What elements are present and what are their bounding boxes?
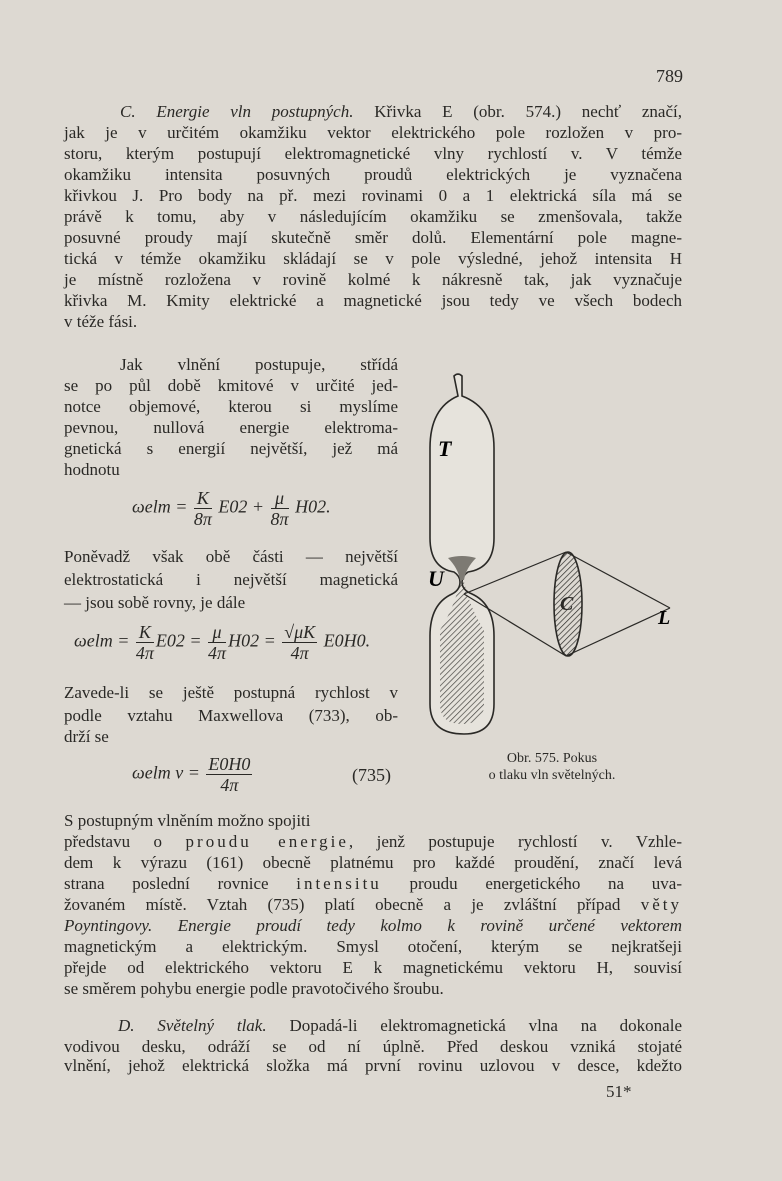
equation-number: (735) bbox=[352, 765, 391, 785]
section-c-line-2: storu, kterým postupují elektromagnetické vlny rychlostí v. V témže bbox=[64, 144, 682, 163]
section-c-line-10: v téže fási. bbox=[64, 312, 138, 331]
para3-line-0: Poněvadž však obě části — největší bbox=[64, 547, 398, 566]
eq3-den: 4π bbox=[220, 775, 239, 795]
label-C: C bbox=[560, 593, 574, 615]
section-c-heading: C. Energie vln postupných. bbox=[120, 102, 354, 121]
eq2-term1: E02 bbox=[155, 630, 185, 651]
equation-2: ωelm = $\frac{K}{4\pi}$ E02 = $\frac{\mu}{4\pi}$ H02 = $\frac{√\mu K}{4\pi}$ E0H0. bbox=[74, 622, 371, 663]
eq1-lhs: ωelm bbox=[132, 496, 171, 517]
para5-line-9: se směrem pohybu energie podle pravotočivého šroubu. bbox=[64, 979, 444, 998]
para5-emph-proudu-energie: proudu energie bbox=[185, 832, 349, 851]
eq2-term2: H02 bbox=[228, 630, 260, 651]
eq1-term1: E02 bbox=[218, 496, 248, 517]
eq2-num3: √μK bbox=[284, 622, 316, 642]
para5-line-4 bbox=[64, 874, 682, 894]
para5-line-2c: , jenž postupuje rychlostí v. Vzhle- bbox=[348, 832, 683, 851]
section-c-line-7: tická v témže okamžiku skládají se v pole výsledné, jehož intensita H bbox=[64, 249, 682, 268]
para2-line-2: notce objemové, kterou si myslíme bbox=[64, 397, 398, 416]
figure-575 bbox=[418, 368, 682, 740]
eq3-frac bbox=[206, 754, 252, 795]
label-L: L bbox=[658, 607, 671, 629]
para2-line-1: se po půl době kmitové v určité jed- bbox=[64, 376, 398, 395]
para5-line-7: magnetickým a elektrickým. Smysl otočení, kterým se nejkratšeji bbox=[64, 937, 682, 956]
eq2-den1: 4π bbox=[135, 643, 154, 663]
section-d-line-1 bbox=[118, 1016, 682, 1036]
section-c-line-4: křivkou J. Pro body na př. mezi rovinami 0 a 1 elektrická síla má se bbox=[64, 186, 682, 205]
para2-line-0: Jak vlnění postupuje, střídá bbox=[120, 355, 398, 374]
section-c-line-8: je místně rozložena v rovině kolmé k nákresně tak, jak vyznačuje bbox=[64, 270, 682, 289]
para3-line-2: — jsou sobě rovny, je dále bbox=[64, 593, 246, 612]
eq2-frac-1 bbox=[136, 622, 154, 663]
eq1-frac-1 bbox=[194, 488, 212, 529]
para5-line-2 bbox=[64, 832, 682, 852]
eq3-lhs: ωelm v bbox=[132, 762, 184, 783]
page-number: 789 bbox=[656, 66, 683, 86]
para2-line-4: gnetická s energií největší, jež má bbox=[64, 439, 398, 458]
eq2-num2: μ bbox=[208, 622, 226, 643]
section-c-first-line bbox=[120, 102, 682, 122]
section-c-line-5: právě k tomu, aby v následujícím okamžiku se zmenšovala, takže bbox=[64, 207, 682, 226]
equation-1: ωelm = $\frac{K}{8\pi}$ E02 + $\frac{\mu}{8\pi}$ H02. bbox=[132, 488, 331, 529]
para4-line-0: Zavede-li se ještě postupná rychlost v bbox=[64, 683, 398, 702]
eq1-term2: H02. bbox=[295, 496, 331, 517]
eq2-frac-2 bbox=[208, 622, 226, 663]
eq1-den2: 8π bbox=[270, 509, 289, 529]
eq2-num1: K bbox=[136, 622, 154, 643]
para5-line-5a: žovaném místě. Vztah (735) platí obecně a je zvláštní případ bbox=[64, 895, 641, 914]
label-T: T bbox=[438, 436, 452, 461]
eq2-lhs: ωelm bbox=[74, 630, 113, 651]
hourglass-vessel bbox=[430, 374, 494, 734]
eq1-den1: 8π bbox=[193, 509, 212, 529]
section-d-line-3: vlnění, jehož elektrická složka má první rovinu uzlovou v desce, kdežto bbox=[64, 1056, 682, 1075]
section-d-line-2: vodivou desku, odráží se od ní úplně. Před deskou vzniká stojaté bbox=[64, 1037, 682, 1056]
section-d-line-1-text: Dopadá-li elektromagnetická vlna na dokonale bbox=[289, 1016, 682, 1035]
para5-line-5 bbox=[64, 895, 682, 915]
section-c-line-9: křivka M. Kmity elektrické a magnetické jsou tedy ve všech bodech bbox=[64, 291, 682, 310]
eq1-num2: μ bbox=[271, 488, 289, 509]
section-d-heading: D. Světelný tlak. bbox=[118, 1016, 267, 1035]
section-c-line-0: Křivka E (obr. 574.) nechť značí, bbox=[374, 102, 683, 121]
para4-line-1: podle vztahu Maxwellova (733), ob- bbox=[64, 706, 398, 725]
caption-line-1: Obr. 575. Pokus bbox=[506, 751, 598, 766]
para5-line-1: S postupným vlněním možno spojiti bbox=[64, 811, 311, 830]
section-c-line-3: okamžiku intensita posuvných proudů elektrických je vyznačena bbox=[64, 165, 682, 184]
eq2-frac-3 bbox=[282, 622, 317, 663]
para5-line-2a: představu o bbox=[64, 832, 186, 851]
para2-line-3: pevnou, nullová energie elektroma- bbox=[64, 418, 398, 437]
para5-line-6: Poyntingovy. Energie proudí tedy kolmo k rovině určené vektorem bbox=[64, 916, 682, 935]
para5-line-8: přejde od elektrického vektoru E k magnetickému vektoru H, souvisí bbox=[64, 958, 682, 977]
para5-line-4a: strana poslední rovnice bbox=[64, 874, 297, 893]
para5-emph-vety: věty bbox=[640, 895, 682, 914]
para2-line-5: hodnotu bbox=[64, 460, 120, 479]
eq2-term3: E0H0. bbox=[323, 630, 371, 651]
eq1-num1: K bbox=[194, 488, 212, 509]
eq2-den3: 4π bbox=[290, 643, 309, 663]
para5-line-3: dem k výrazu (161) obecně platnému pro každé proudění, značí levá bbox=[64, 853, 682, 872]
para5-emph-intensitu: intensitu bbox=[296, 874, 382, 893]
eq1-frac-2 bbox=[271, 488, 289, 529]
para4-line-2: drží se bbox=[64, 727, 109, 746]
para3-line-1: elektrostatická i největší magnetická bbox=[64, 570, 398, 589]
section-c-line-6: posuvné proudy mají skutečně směr dolů. Elementární pole magne- bbox=[64, 228, 682, 247]
eq2-den2: 4π bbox=[208, 643, 227, 663]
signature-mark: 51* bbox=[606, 1082, 632, 1101]
equation-3: ωelm v = $\frac{E0H0}{4\pi}$ bbox=[132, 754, 251, 795]
caption-line-2: o tlaku vln světelných. bbox=[488, 768, 616, 783]
eq3-num: E0H0 bbox=[208, 754, 251, 774]
para5-line-4c: proudu energetického na uva- bbox=[381, 874, 682, 893]
section-c-line-1: jak je v určitém okamžiku vektor elektrického pole rozložen v pro- bbox=[64, 123, 682, 142]
figure-caption bbox=[452, 750, 652, 784]
label-U: U bbox=[428, 566, 444, 591]
